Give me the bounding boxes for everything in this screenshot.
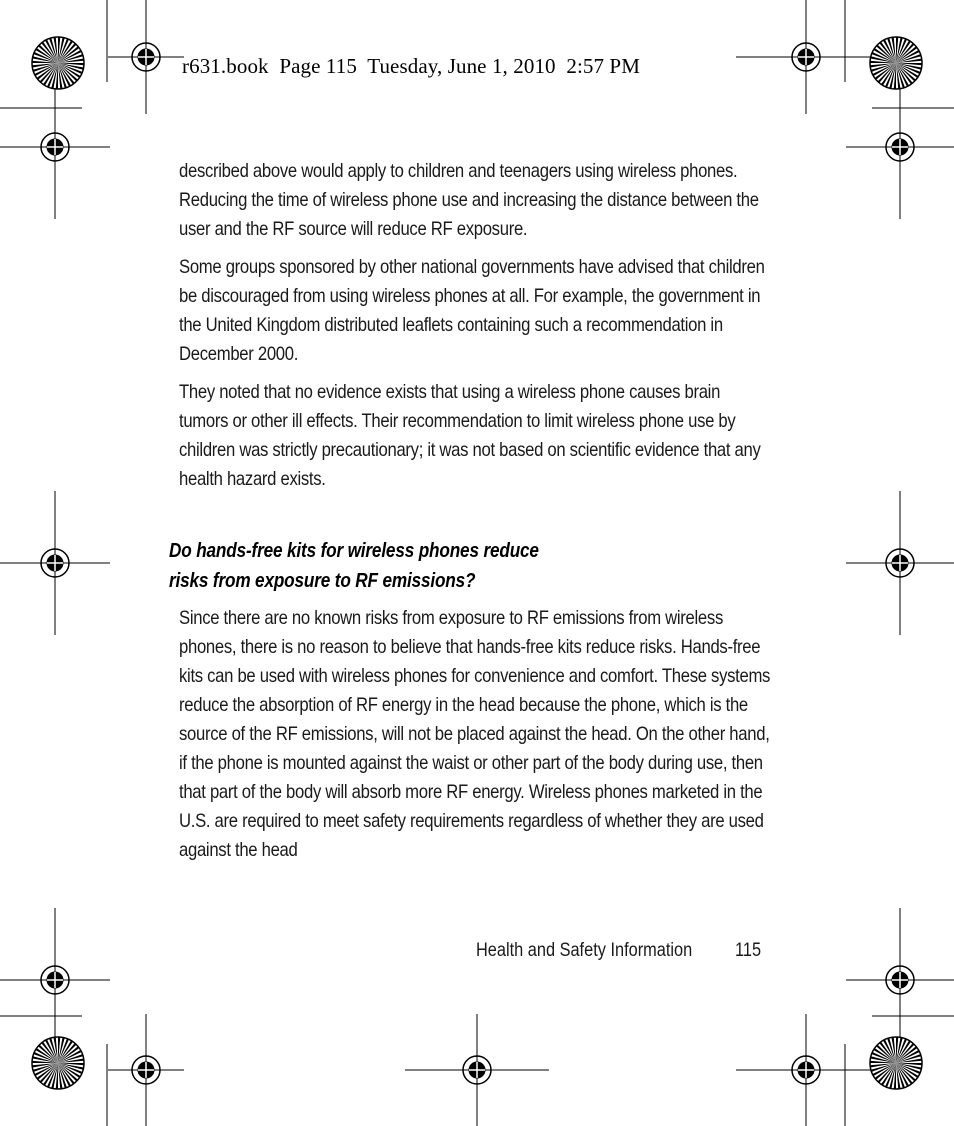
target-top-left — [108, 0, 184, 114]
footer-page-number: 115 — [735, 940, 762, 961]
target-top-right — [736, 0, 876, 114]
paragraph-1: described above would apply to children and teenagers using wireless phones. Reducing the time of wireless phone use and increasing the distance between the user and the RF source will reduce RF exposure. — [179, 160, 759, 240]
section-heading — [169, 536, 702, 596]
paragraph-3: They noted that no evidence exists that using a wireless phone causes brain tumors or other ill effects. Their recommendation to limit wireless phone use by children was strictly precautionary; it was not based on scientific evidence that any health hazard exists. — [179, 381, 761, 490]
target-right-middle — [846, 491, 954, 635]
heading-line-1: Do hands-free kits for wireless phones reduce — [169, 540, 539, 562]
print-header: r631.book Page 115 Tuesday, June 1, 2010 2:57 PM — [182, 54, 640, 78]
body-text-top — [179, 157, 779, 503]
starburst-top-left — [32, 37, 84, 89]
target-bottom-center — [405, 1014, 549, 1126]
starburst-bottom-right — [870, 1037, 922, 1089]
target-right-upper — [846, 75, 954, 219]
target-right-lower — [846, 908, 954, 1052]
target-left-middle — [0, 491, 110, 635]
target-left-lower — [0, 908, 110, 1052]
starburst-top-right — [870, 37, 922, 89]
paragraph-4: Since there are no known risks from exposure to RF emissions from wireless phones, there is no reason to believe that hands-free kits reduce risks. Hands-free kits can be used with wireless phones for convenience and comfort. These systems reduce the absorption of RF energy in the head because the phone, which is the source of the RF emissions, will not be placed against the head. On the other hand, if the phone is mounted against the waist or other part of the body during use, then that part of the body will absorb more RF energy. Wireless phones marketed in the U.S. are required to meet safety requirements regardless of whether they are used against the head — [179, 607, 771, 861]
heading-line-2: risks from exposure to RF emissions? — [169, 570, 476, 592]
body-text-bottom — [179, 604, 779, 874]
footer-section-title: Health and Safety Information — [476, 940, 693, 961]
starburst-bottom-left — [32, 1037, 84, 1089]
paragraph-2: Some groups sponsored by other national governments have advised that children be discouraged from using wireless phones at all. For example, the government in the United Kingdom distributed leaflets containing such a recommendation in December 2000. — [179, 256, 765, 365]
target-bottom-right — [736, 1014, 876, 1126]
target-bottom-left — [108, 1014, 184, 1126]
target-left-upper — [0, 75, 110, 219]
